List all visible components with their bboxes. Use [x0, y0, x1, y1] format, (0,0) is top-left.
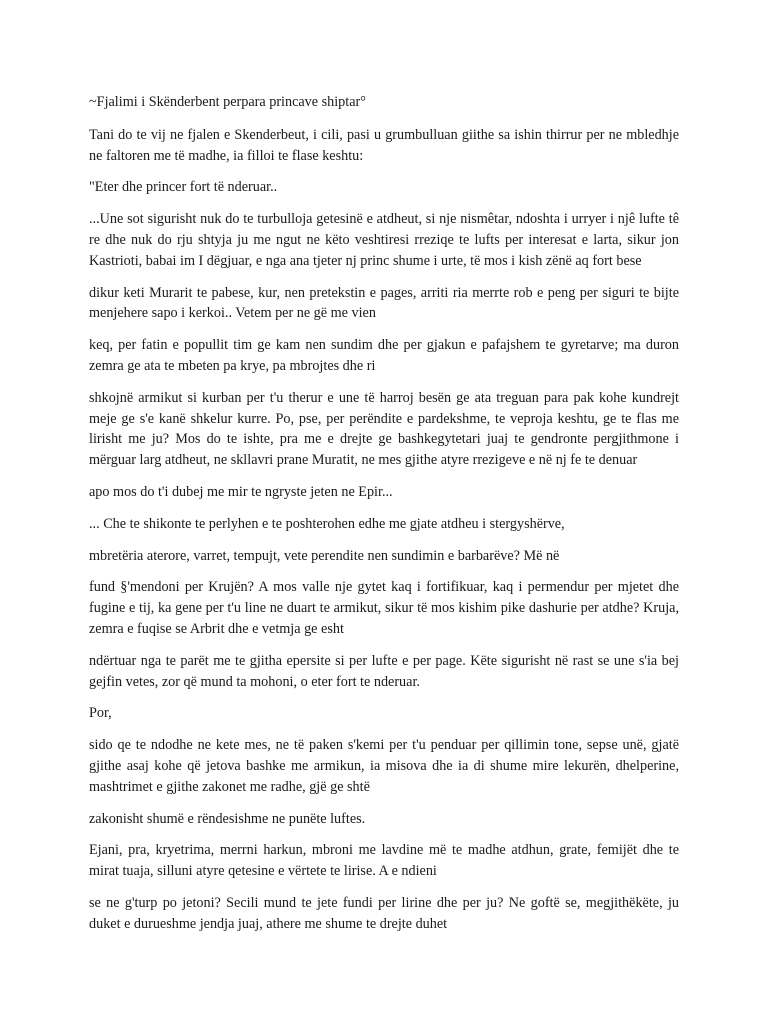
paragraph: dikur keti Murarit te pabese, kur, nen pretekstin e pages, arriti ria merrte rob e peng per siguri te bijte menjehere sapo i kerkoi.. Vetem per ne gë me vien — [89, 284, 679, 322]
paragraph-salutation: "Eter dhe princer fort të nderuar.. — [89, 179, 278, 196]
paragraph: keq, per fatin e popullit tim ge kam nen sundim dhe per gjakun e pafajshem te gyretarve; ma duron zemra ge ata te mbeten pa krye, pa mbrojtes dhe ri — [89, 337, 679, 374]
paragraph: mbretëria aterore, varret, tempujt, vete perendite nen sundimin e barbarëve? Më në — [89, 547, 560, 564]
paragraph: ndërtuar nga te parët me te gjitha epersite si per lufte e per page. Këte sigurisht në rast se une s'ia bej gejfin vetes, zor që mund ta mohoni, o eter fort te nderuar. — [89, 652, 679, 690]
paragraph: se ne g'turp po jetoni? Secili mund te jete fundi per lirine dhe per ju? Ne goftë se, megjithëkëte, ju duket e durueshme jendja juaj, athere me shume te drejte duhet — [89, 894, 679, 932]
paragraph: shkojnë armikut si kurban per t'u therur e une të harroj besën ge ata treguan para pak kohe kundrejt meje ge s'e kanë shkelur kurre. Po, pse, per perëndite e pardekshme, te veproja keshtu, ge te flas me lirisht me ju? Mos do te ishte, pra me e drejte ge bashkegytetari juaj te gendronte pergjithmone i mërguar larg atdheut, ne skllavri prane Muratit, ne mes gjithe atyre rrezigeve e në nj fe te denuar — [89, 389, 679, 469]
paragraph: apo mos do t'i dubej me mir te ngryste jeten ne Epir... — [89, 483, 393, 500]
paragraph: ... Che te shikonte te perlyhen e te poshterohen edhe me gjate atdheu i stergyshërve, — [89, 515, 565, 532]
paragraph: Ejani, pra, kryetrima, merrni harkun, mbroni me lavdine më te madhe atdhun, grate, femijët dhe te mirat tuaja, silluni atyre qetesine e vërtete te lirise. A e ndieni — [89, 842, 679, 880]
paragraph: zakonisht shumë e rëndesishme ne punëte luftes. — [89, 810, 366, 827]
paragraph: fund §'mendoni per Krujën? A mos valle nje gytet kaq i fortifikuar, kaq i permendur per mjetet dhe fugine e tij, ka gene per t'u line ne duart te armikut, sikur të mos kishim pike dashurie per atdhe? Kruja, zemra e fuqise se Arbrit dhe e vetmja ge esht — [89, 579, 679, 637]
paragraph: sido qe te ndodhe ne kete mes, ne të paken s'kemi per t'u penduar per qillimin tone, sepse unë, gjatë gjithe asaj kohe që jetova bashke me armikun, ia misova dhe ia di shume mire lekurën, dhelperine, mashtrimet e gjithe zakonet me radhe, gjë ge shtë — [89, 737, 679, 795]
paragraph-intro: Tani do te vij ne fjalen e Skenderbeut, i cili, pasi u grumbulluan giithe sa ishin thirrur per ne mbledhje ne faltoren me të madhe, ia filloi te flase keshtu: — [89, 126, 679, 164]
paragraph: ...Une sot sigurisht nuk do te turbulloja getesinë e atdheut, si nje nismêtar, ndoshta i urryer i njê lufte tê re dhe nuk do rju shtyja ju me ngut ne këto veshtiresi rreziqe te lufts per interesat e larta, sikur jon Kastrioti, babai im I dëgjuar, e nga ana tjeter nj princ shume i urte, të mos i kish zënë aq fort bese — [89, 211, 679, 269]
document-title: ~Fjalimi i Skënderbent perpara princave shiptar° — [89, 94, 366, 110]
paragraph: Por, — [89, 705, 112, 722]
document-page — [89, 92, 679, 946]
